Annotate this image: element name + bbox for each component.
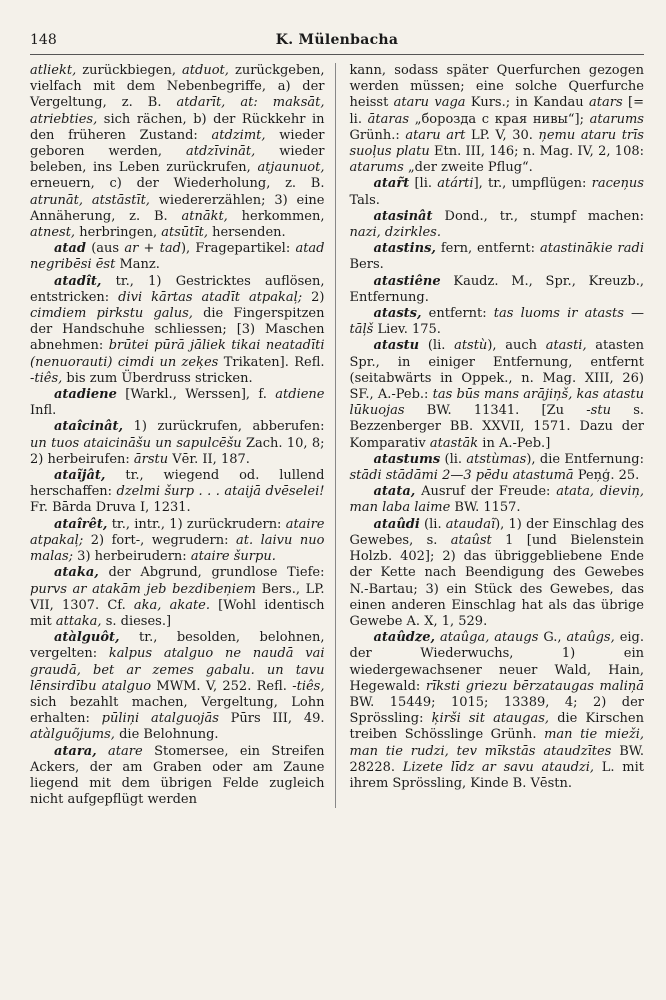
italic-text: atstù <box>454 338 488 354</box>
italic-text: ataru vaga <box>393 95 466 111</box>
plain-text: atasten Spr., in einiger Entfernung, entfernt (seitabwärts in Oppek., n. Mag. XIII, 26) SF., A.-Peb.: <box>349 338 644 403</box>
plain-text: BW. 1157. <box>450 500 521 516</box>
plain-text: + <box>138 241 160 257</box>
plain-text: Infl. <box>30 403 57 419</box>
headword: atara, <box>54 743 97 759</box>
plain-text: herbringen, <box>75 225 162 241</box>
plain-text: wiedererzählen; 3) eine Annäherung, z. B. <box>30 192 325 224</box>
right-column <box>350 63 645 808</box>
plain-text: die Kirschen treiben Schösslinge Grünh. <box>349 711 644 743</box>
italic-text: ataire šurpu. <box>190 549 276 565</box>
italic-text: atdiene <box>275 387 325 403</box>
entry-atata <box>350 484 645 516</box>
plain-text: sich rächen, b) der Rückkehr in den früheren Zustand: <box>30 111 325 143</box>
plain-text: Kaudz. M., Spr., Kreuzb., Entfernung. <box>349 273 644 305</box>
headword: atastins, <box>373 241 436 257</box>
plain-text: erneuern, c) der Wiederholung, z. B. <box>30 176 325 192</box>
headword: atasinât <box>373 208 433 224</box>
entry-atasinat <box>350 209 645 241</box>
headword: atadît, <box>54 273 102 289</box>
plain-text: tr., intr., 1) zurückrudern: <box>107 516 286 532</box>
italic-text: man tie mieži, man tie rudzi, tev mīkstās ataudzītes <box>349 727 644 759</box>
plain-text: [= li. <box>349 95 644 127</box>
headword: ataûdze, <box>373 630 436 646</box>
running-head: K. Mülenbacha <box>275 32 399 48</box>
entry-atara_cont <box>350 63 645 176</box>
entry-atastums <box>350 452 645 484</box>
plain-text: LP. V, 30. <box>465 127 539 143</box>
plain-text: kann, sodass später Querfurchen gezogen werden müssen; eine solche Querfurche heisst <box>349 63 644 111</box>
plain-text: Stomersee, ein Streifen Ackers, der am Graben oder am Zaune liegend mit dem übrigen Felde zugleich nicht aufgepflügt werden <box>30 743 325 808</box>
plain-text: [li. <box>409 176 438 192</box>
italic-text: ataru art <box>405 127 466 143</box>
plain-text: eig. der Wiederwuchs, 1) ein wiedergewachsener neuer Wald, Hain, Hegewald: <box>349 630 645 694</box>
plain-text: „борозда с края нивы“]; <box>409 111 590 127</box>
plain-text: 1 [und Bielenstein Holzb. 402]; 2) das übriggebliebene Ende der Kette nach Beendigung des Gewebes N.-Bartau; 3) ein Stück des Gewebes, das einen anderen Einschlag hat als das übrige Gewebe A. X, 1, 529. <box>349 532 644 629</box>
italic-text: divi kārtas atadīt atpakaļ; <box>118 289 303 305</box>
plain-text: BW. 11341. [Zu <box>404 403 587 419</box>
plain-text: 2) fort-, wegrudern: <box>83 532 236 548</box>
plain-text: BW. 28228. <box>349 743 644 775</box>
italic-text: atnest, <box>30 225 76 241</box>
italic-text: ķirši sit ataugas, <box>431 711 550 727</box>
plain-text: ), auch <box>487 338 546 354</box>
plain-text: Liev. 175. <box>373 322 441 338</box>
italic-text: tas būs mans arājiņš, kas atastu lūkuojas <box>349 387 644 419</box>
plain-text: Pūrs III, 49. <box>218 711 325 727</box>
plain-text: Bers., LP. VII, 1307. Cf. <box>30 581 325 613</box>
plain-text: der Abgrund, grundlose Tiefe: <box>98 565 325 581</box>
headword: atàlguôt, <box>54 630 120 646</box>
left-column <box>30 63 336 808</box>
entry-atara <box>30 744 325 809</box>
plain-text: [Warkl., Werssen], f. <box>116 387 276 403</box>
italic-text: dzelmi šurp . . . ataijā dvēselei! <box>116 484 325 500</box>
plain-text: wieder geboren werden, <box>30 127 325 160</box>
italic-text: ataûst <box>450 532 492 548</box>
italic-text: ārstu <box>133 451 169 467</box>
italic-text: Lizete līdz ar savu ataudzi, <box>402 759 595 775</box>
entry-ataijat <box>30 468 325 517</box>
plain-text: s. dieses.] <box>101 613 172 629</box>
entry-atlast_cont <box>30 63 325 241</box>
italic-text: atarums <box>589 111 644 127</box>
plain-text: (li. <box>440 451 467 467</box>
italic-text: ataudaĩ <box>445 516 496 532</box>
plain-text: sich bezahlt machen, Vergeltung, Lohn erhalten: <box>30 694 325 727</box>
italic-text: ar <box>124 241 139 257</box>
plain-text: MWM. V, 252. Refl. <box>151 678 293 694</box>
headword: atastums <box>373 451 441 467</box>
entry-atart <box>350 176 645 208</box>
plain-text: tr., besolden, belohnen, vergelten: <box>30 630 325 662</box>
entry-atadiene <box>30 387 325 419</box>
plain-text: die Belohnung. <box>114 727 219 743</box>
entry-atastiene <box>350 274 645 306</box>
italic-text: atàlguõjums, <box>30 727 115 743</box>
plain-text: Grünh.: <box>349 127 406 143</box>
italic-text: atdzīvināt, <box>186 144 256 160</box>
plain-text: ), die Entfernung: <box>526 451 644 467</box>
entry-atad <box>30 241 325 273</box>
plain-text: Trikaten]. Refl. <box>218 354 325 370</box>
italic-text: pūliņi atalguojās <box>101 711 219 727</box>
italic-text: at. laivu nuo malas; <box>30 532 325 565</box>
plain-text: bis zum Überdruss stricken. <box>62 370 253 386</box>
plain-text: ), Fragepartikel: <box>180 241 296 257</box>
italic-text: raceņus <box>591 176 644 192</box>
italic-text: -tiês, <box>30 370 63 386</box>
italic-text: ņemu ataru trīs suoļus platu <box>349 127 644 160</box>
italic-text: atstùmas <box>466 451 527 467</box>
italic-text: atárti <box>437 176 474 192</box>
page-header <box>30 30 644 55</box>
plain-text: [Wohl identisch mit <box>30 597 325 629</box>
headword: ataûdi <box>373 516 420 532</box>
italic-text: un tuos ataicināšu un sapulcēšu <box>30 435 242 451</box>
plain-text: G., <box>538 630 567 646</box>
italic-text: tad <box>159 241 181 257</box>
plain-text: Manz. <box>115 257 160 273</box>
plain-text: Kurs.; in Kandau <box>465 95 590 111</box>
headword: atata, <box>373 484 416 500</box>
plain-text: Fr. Bārda Druva I, 1231. <box>30 500 191 516</box>
italic-text: atars <box>589 95 623 111</box>
headword: atastu <box>373 338 420 354</box>
plain-text: wieder beleben, ins Leben zurückrufen, <box>30 144 325 176</box>
italic-text: atdarīt, at: maksāt, atriebties, <box>30 95 325 127</box>
plain-text: ], tr., umpflügen: <box>473 176 592 192</box>
entry-atastu <box>350 338 645 451</box>
italic-text: atsūtīt, <box>161 225 208 241</box>
italic-text: atnākt, <box>181 208 228 224</box>
plain-text: Etn. III, 146; n. Mag. IV, 2, 108: <box>429 144 645 160</box>
entry-atalguot <box>30 630 325 743</box>
plain-text: Ausruf der Freude: <box>415 484 557 500</box>
headword: ataka, <box>54 565 99 581</box>
headword: ataîcinât, <box>54 419 124 435</box>
italic-text: atarums <box>349 160 404 176</box>
plain-text: ), 1) der Einschlag des Gewebes, s. <box>349 516 644 548</box>
plain-text: fern, entfernt: <box>435 241 540 257</box>
plain-text: Dond., tr., stumpf machen: <box>432 208 644 224</box>
italic-text: stādi stādāmi 2—3 pēdu atastumā <box>349 468 574 484</box>
italic-text: atduot, <box>182 63 229 78</box>
italic-text: atata, dieviņ, man laba laime <box>349 484 644 516</box>
entry-atasts <box>350 306 645 338</box>
plain-text: Vēr. II, 187. <box>168 451 250 467</box>
entry-ataudi <box>350 517 645 630</box>
plain-text: Zach. 10, 8; 2) herbeirufen: <box>30 435 325 467</box>
italic-text: ataûgs, <box>566 630 615 646</box>
italic-text: atdzimt, <box>211 127 266 143</box>
plain-text: die Fingerspitzen der Handschuhe schliessen; [3) Maschen abnehmen: <box>30 306 325 354</box>
plain-text: (li. <box>419 338 455 354</box>
plain-text: 1) zurückrufen, abberufen: <box>123 419 325 435</box>
plain-text: BW. 15449; 1015; 13389, 4; 2) der Sprössling: <box>349 694 644 727</box>
plain-text: in A.-Peb.] <box>478 435 551 451</box>
plain-text: „der zweite Pflug“. <box>403 160 533 176</box>
plain-text: s. Bezzenberger BB. XXVII, 1571. Dazu der Komparativ <box>349 403 644 451</box>
italic-text: atastāk <box>429 435 479 451</box>
entry-ataicinat <box>30 419 325 468</box>
plain-text: L. mit ihrem Sprössling, Kinde B. Vēstn. <box>349 759 644 791</box>
plain-text: entfernt: <box>421 306 494 322</box>
plain-text: tr., wiegend od. lullend herschaffen: <box>30 468 325 500</box>
plain-text: Peņģ. 25. <box>573 468 640 484</box>
italic-text: atad negribēsi ēst <box>30 241 325 273</box>
page-number: 148 <box>30 32 57 48</box>
italic-text: purvs ar atakām jeb bezdibeņiem <box>30 581 256 597</box>
headword: atad <box>54 241 86 257</box>
headword: atastiêne <box>373 273 441 289</box>
italic-text: nazi, dzirkles. <box>349 225 441 241</box>
plain-text: hersenden. <box>207 225 286 241</box>
italic-text: ataûga, ataugs <box>440 630 539 646</box>
two-column-body <box>30 63 644 808</box>
italic-text: rīksti griezu bērzataugas maliņā <box>425 678 644 694</box>
italic-text: atrunāt, atstāstīt, <box>30 192 150 208</box>
headword: ataîrêt, <box>54 516 108 532</box>
entry-ataudze <box>350 630 645 792</box>
headword: atasts, <box>373 306 422 322</box>
entry-atairet <box>30 517 325 566</box>
plain-text: 2) <box>302 289 325 305</box>
plain-text: Tals. <box>349 192 380 208</box>
italic-text: -tiês, <box>292 678 325 694</box>
italic-text: atastinākie radi <box>539 241 644 257</box>
plain-text: zurückbiegen, <box>76 63 183 78</box>
plain-text: zurückgeben, vielfach mit dem Nebenbegriffe, a) der Vergeltung, z. B. <box>30 63 325 111</box>
entry-atastins <box>350 241 645 273</box>
italic-text: tas luoms ir atasts — tāļš <box>349 306 644 338</box>
italic-text: atliekt, <box>30 63 77 78</box>
italic-text: aka, akate. <box>133 597 211 613</box>
italic-text: ātaras <box>367 111 410 127</box>
plain-text: (aus <box>85 241 125 257</box>
plain-text: 3) herbeirudern: <box>73 549 191 565</box>
italic-text: atasti, <box>545 338 587 354</box>
italic-text: atare <box>108 743 143 759</box>
entry-atadit <box>30 274 325 387</box>
italic-text: attaka, <box>55 613 102 629</box>
headword: atadiene <box>54 387 117 403</box>
italic-text: brūtei pūrā jāliek tikai neatadīti (nenuorauti) cimdi un zeķes <box>30 338 325 370</box>
plain-text: herkommen, <box>227 208 325 224</box>
headword: atar̃t <box>373 176 410 192</box>
italic-text: kalpus atalguo ne naudā vai graudā, bet ar zemes gabalu. un tavu lēnsirdību atalguo <box>30 646 325 694</box>
plain-text: (li. <box>419 516 446 532</box>
headword: ataĩjât, <box>54 468 106 484</box>
italic-text: -stu <box>586 403 611 419</box>
entry-ataka <box>30 565 325 630</box>
italic-text: ataire atpakaļ; <box>30 516 325 548</box>
plain-text: Bers. <box>349 257 384 273</box>
plain-text <box>97 744 108 759</box>
italic-text: atjaunuot, <box>257 160 325 176</box>
plain-text: tr., 1) Gestricktes auflösen, entstricken: <box>30 273 325 305</box>
italic-text: cimdiem pirkstu galus, <box>30 306 193 322</box>
